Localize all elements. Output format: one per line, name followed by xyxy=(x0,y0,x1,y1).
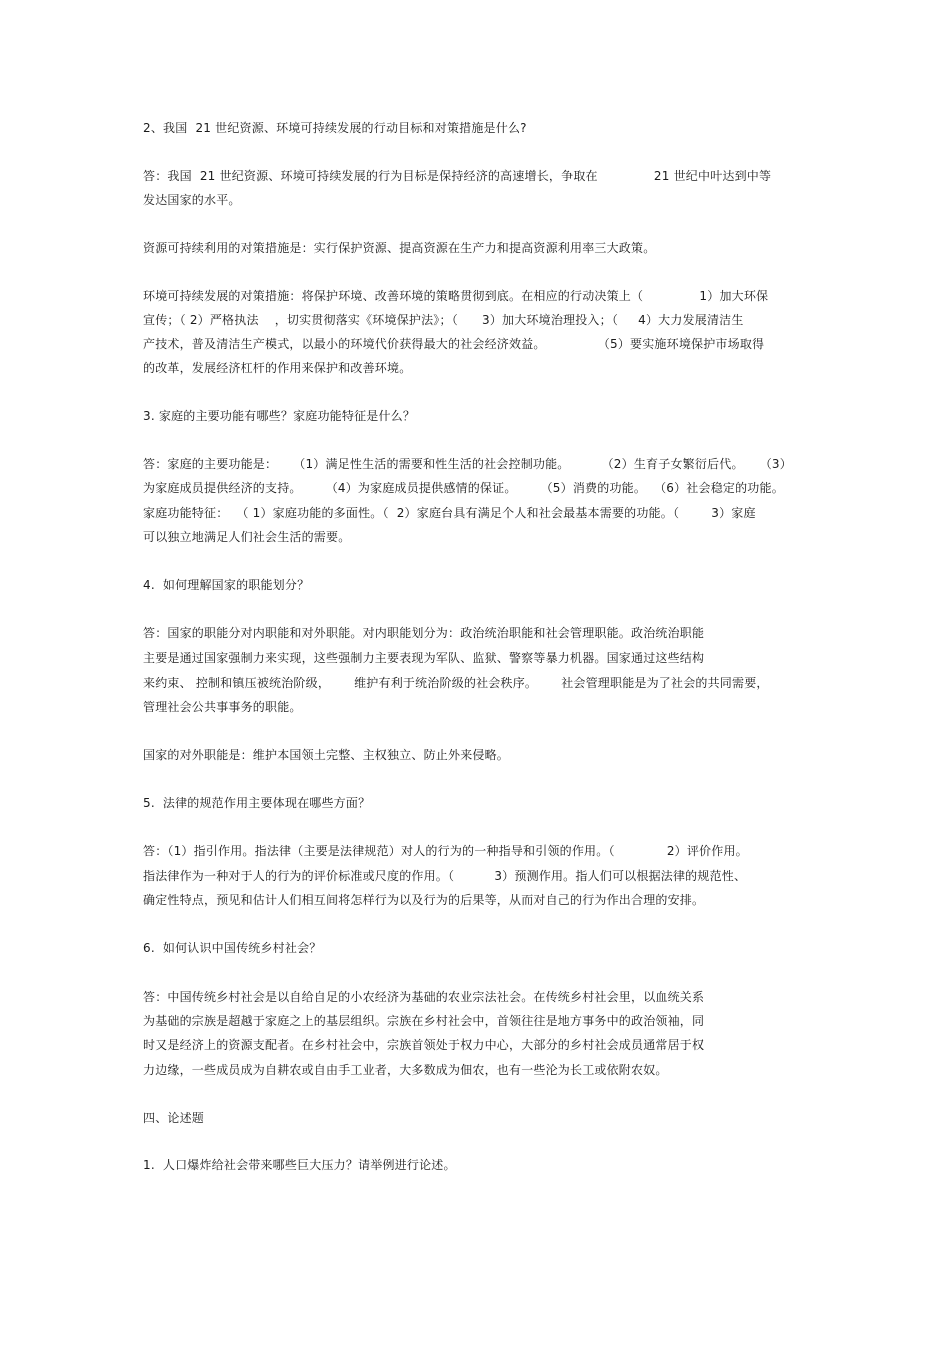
answer-4-line-4: 管理社会公共事事务的职能。 xyxy=(143,700,302,714)
answer-3-line-4: 可以独立地满足人们社会生活的需要。 xyxy=(143,530,351,544)
answer-4-line-3: 来约束、 控制和镇压被统治阶级， 维护有利于统治阶级的社会秩序。 社会管理职能是为了社会的共同需要， xyxy=(143,676,769,690)
question-3-title: 3. 家庭的主要功能有哪些？家庭功能特征是什么？ xyxy=(143,409,416,423)
answer-6-line-2: 为基础的宗族是超越于家庭之上的基层组织。宗族在乡村社会中，首领往往是地方事务中的政治领袖，同 xyxy=(143,1014,705,1028)
answer-5-line-3: 确定性特点，预见和估计人们相互间将怎样行为以及行为的后果等，从而对自己的行为作出合理的安排。 xyxy=(143,893,705,907)
answer-5-line-2: 指法律作为一种对于人的行为的评价标准或尺度的作用。（ 3）预测作用。指人们可以根据法律的规范性、 xyxy=(143,869,747,883)
question-5-title: 5. 法律的规范作用主要体现在哪些方面？ xyxy=(143,796,371,810)
answer-2-line-2: 发达国家的水平。 xyxy=(143,193,241,207)
answer-2-line-1: 答：我国 21 世纪资源、环境可持续发展的行为目标是保持经济的高速增长，争取在 21 世纪中叶达到中等 xyxy=(143,169,772,183)
answer-4-line-2: 主要是通过国家强制力来实现，这些强制力主要表现为军队、监狱、警察等暴力机器。国家通过这些结构 xyxy=(143,651,705,665)
question-4-title: 4. 如何理解国家的职能划分？ xyxy=(143,578,310,592)
answer-6-line-3: 时又是经济上的资源支配者。在乡村社会中，宗族首领处于权力中心，大部分的乡村社会成员通常居于权 xyxy=(143,1038,705,1052)
answer-2-env-line-3: 产技术，普及清洁生产模式，以最小的环境代价获得最大的社会经济效益。 （5）要实施环境保护市场取得 xyxy=(143,337,765,351)
question-6-title: 6. 如何认识中国传统乡村社会？ xyxy=(143,941,322,955)
answer-6-line-1: 答：中国传统乡村社会是以自给自足的小农经济为基础的农业宗法社会。在传统乡村社会里，以血统关系 xyxy=(143,990,705,1004)
answer-3-line-2: 为家庭成员提供经济的支持。 （4）为家庭成员提供感情的保证。 （5）消费的功能。 （6）社会稳定的功能。 xyxy=(143,481,784,495)
essay-question-1-title: 1. 人口爆炸给社会带来哪些巨大压力？请举例进行论述。 xyxy=(143,1158,456,1172)
section-essay-heading: 四、论述题 xyxy=(143,1111,205,1125)
answer-3-line-3: 家庭功能特征： （ 1）家庭功能的多面性。（ 2）家庭台具有满足个人和社会最基本需要的功能。（ 3）家庭 xyxy=(143,506,756,520)
answer-3-line-1: 答：家庭的主要功能是： （1）满足性生活的需要和性生活的社会控制功能。 （2）生育子女繁衍后代。 （3） xyxy=(143,457,792,471)
answer-5-line-1: 答：（1）指引作用。指法律（主要是法律规范）对人的行为的一种指导和引领的作用。（ 2）评价作用。 xyxy=(143,844,748,858)
answer-2-resource-measures: 资源可持续利用的对策措施是：实行保护资源、提高资源在生产力和提高资源利用率三大政策。 xyxy=(143,241,656,255)
answer-4-external-functions: 国家的对外职能是：维护本国领土完整、主权独立、防止外来侵略。 xyxy=(143,748,510,762)
answer-2-env-line-4: 的改革，发展经济杠杆的作用来保护和改善环境。 xyxy=(143,361,412,375)
answer-2-env-line-2: 宣传；（ 2）严格执法 ，切实贯彻落实《环境保护法》；（ 3）加大环境治理投入；（ 4）大力发展清洁生 xyxy=(143,313,744,327)
answer-6-line-4: 力边缘，一些成员成为自耕农或自由手工业者，大多数成为佃农，也有一些沦为长工或依附农奴。 xyxy=(143,1063,668,1077)
answer-2-env-line-1: 环境可持续发展的对策措施：将保护环境、改善环境的策略贯彻到底。在相应的行动决策上（ 1）加大环保 xyxy=(143,289,769,303)
answer-4-line-1: 答：国家的职能分对内职能和对外职能。对内职能划分为：政治统治职能和社会管理职能。政治统治职能 xyxy=(143,626,705,640)
question-2-title: 2、我国 21 世纪资源、环境可持续发展的行动目标和对策措施是什么? xyxy=(143,121,527,135)
